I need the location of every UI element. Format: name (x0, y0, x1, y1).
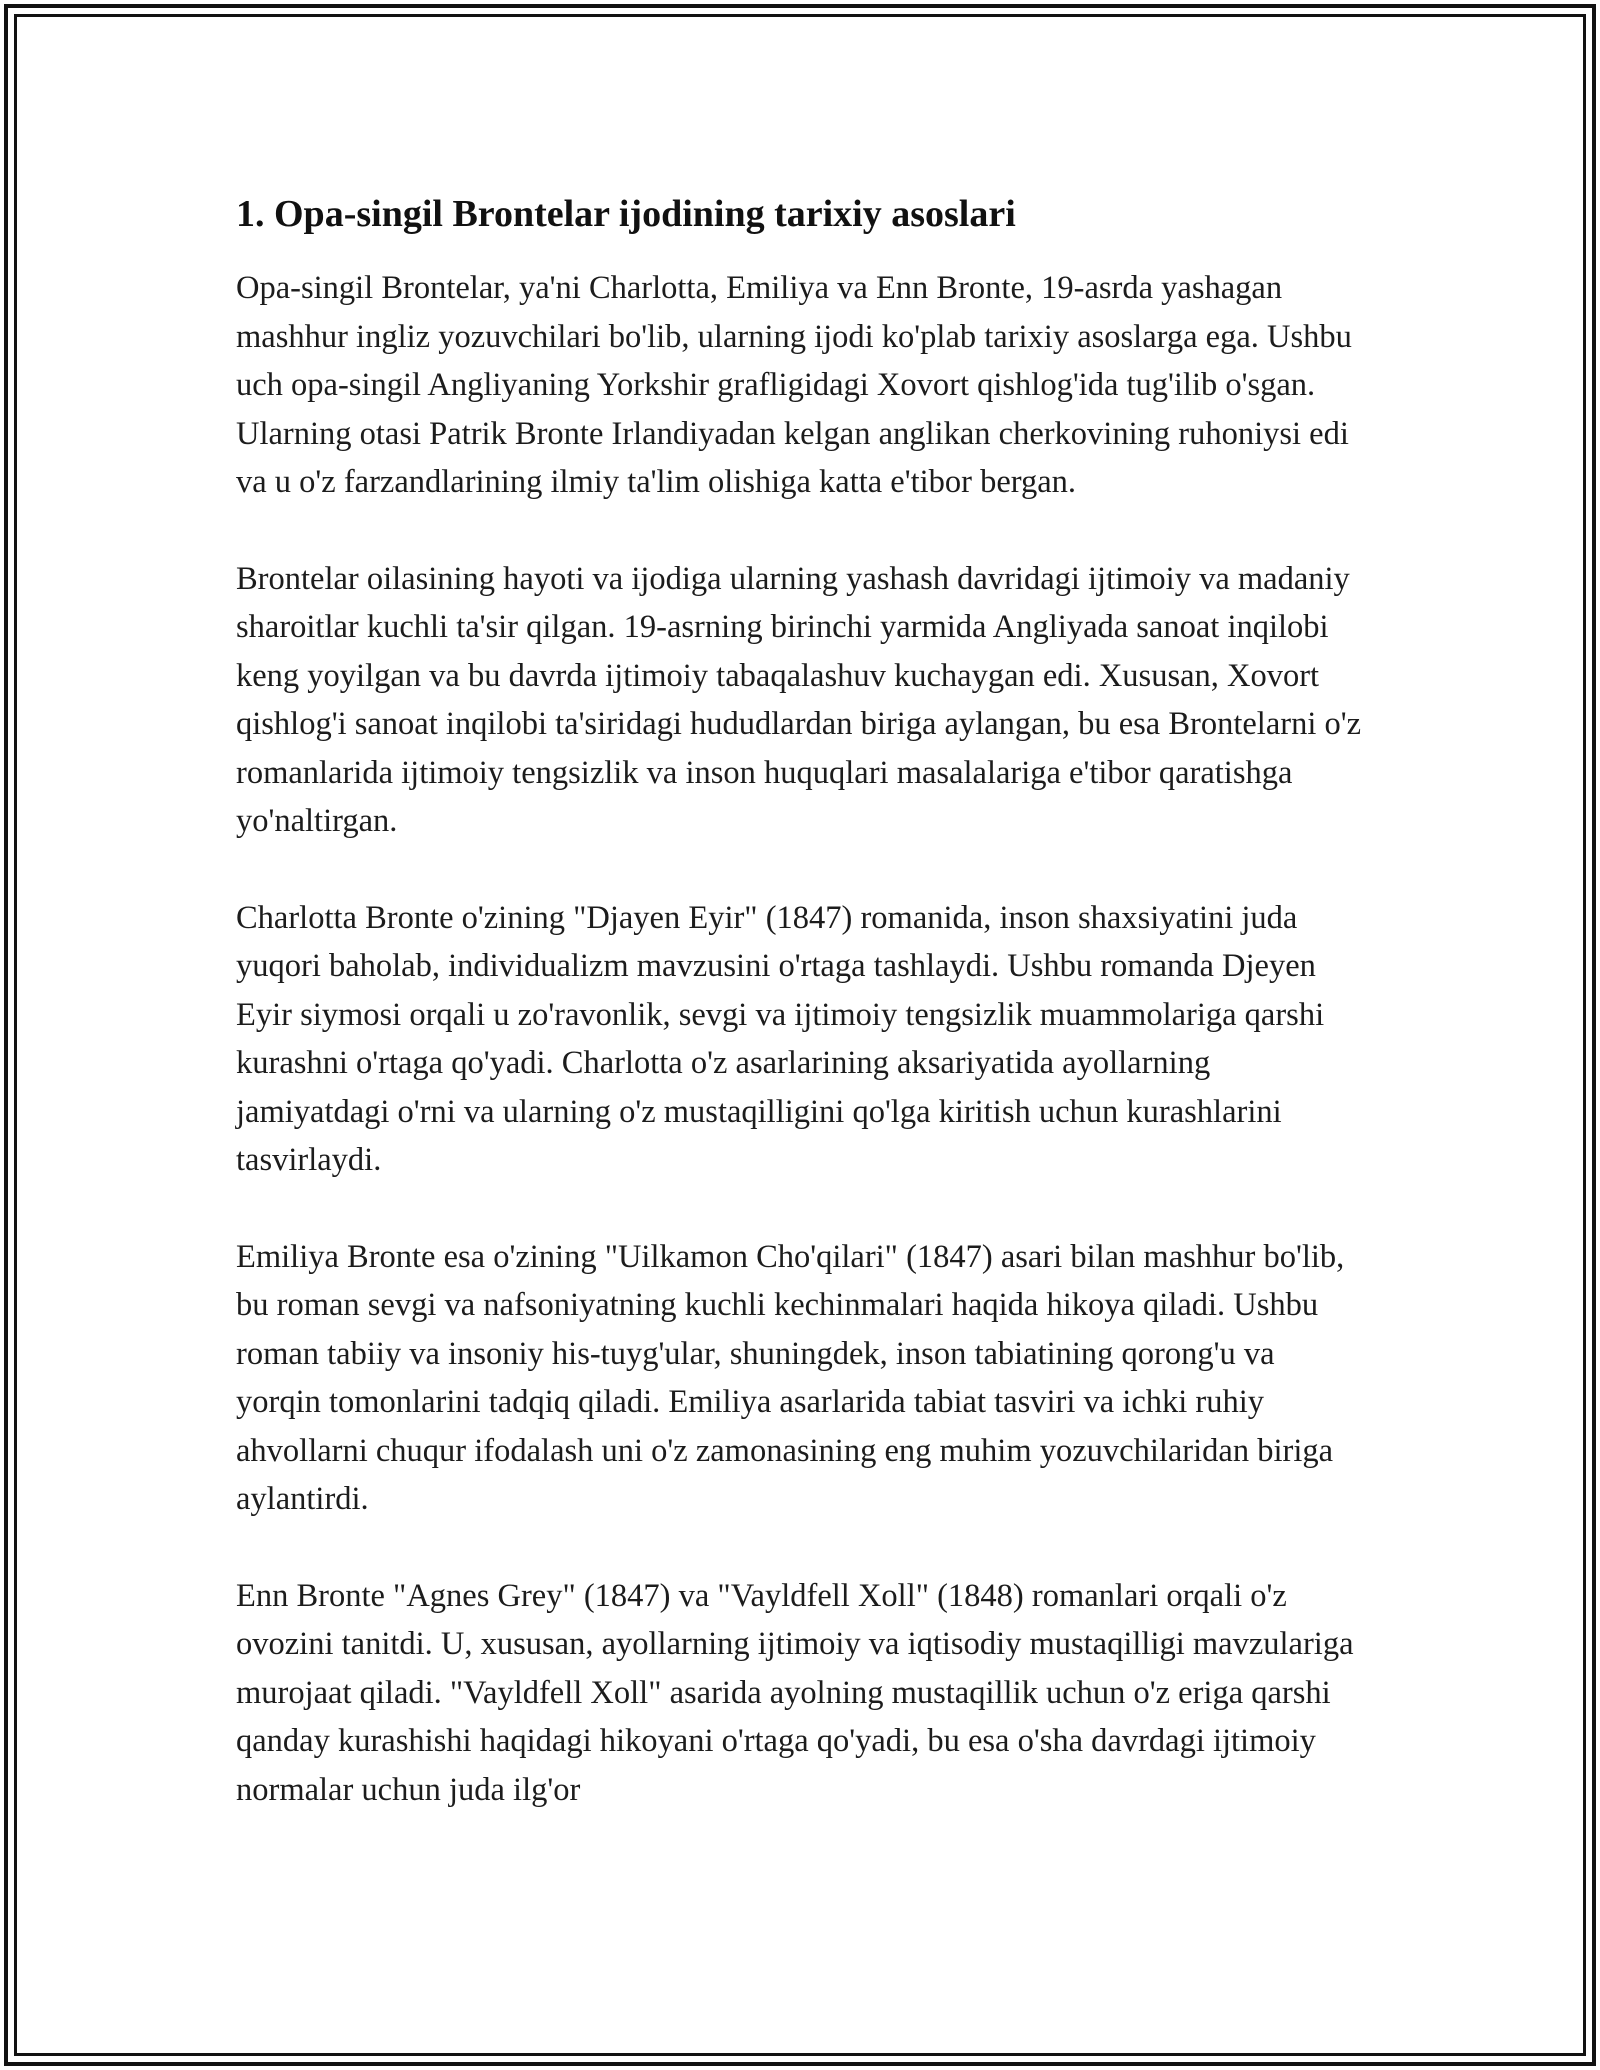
document-body (236, 188, 1366, 1862)
paragraph-emily: Emiliya Bronte esa o'zining "Uilkamon Cho'qilari" (1847) asari bilan mashhur bo'lib, bu roman sevgi va nafsoniyatning kuchli kechinmalari haqida hikoya qiladi. Ushbu roman tabiiy va insoniy his-tuyg'ular, shuningdek, inson tabiatining qorong'u va yorqin tomonlarini tadqiq qiladi. Emiliya asarlarida tabiat tasviri va ichki ruhiy ahvollarni chuqur ifodalash uni o'z zamonasining eng muhim yozuvchilaridan biriga aylantirdi. (236, 1238, 1345, 1517)
section-heading: 1. Opa-singil Brontelar ijodining tarixiy asoslari (236, 193, 1016, 235)
paragraph-social-context: Brontelar oilasining hayoti va ijodiga ularning yashash davridagi ijtimoiy va madaniy sharoitlar kuchli ta'sir qilgan. 19-asrning birinchi yarmida Angliyada sanoat inqilobi keng yoyilgan va bu davrda ijtimoiy tabaqalashuv kuchaygan edi. Xususan, Xovort qishlog'i sanoat inqilobi ta'siridagi hududlardan biriga aylangan, bu esa Brontelarni o'z romanlarida ijtimoiy tengsizlik va inson huquqlari masalalariga e'tibor qaratishga yo'naltirgan. (236, 560, 1362, 839)
paragraph-anne: Enn Bronte "Agnes Grey" (1847) va "Vayldfell Xoll" (1848) romanlari orqali o'z ovozini tanitdi. U, xususan, ayollarning ijtimoiy va iqtisodiy mustaqilligi mavzulariga murojaat qiladi. "Vayldfell Xoll" asarida ayolning mustaqillik uchun o'z eriga qarshi qanday kurashishi haqidagi hikoyani o'rtaga qo'yadi, bu esa o'sha davrdagi ijtimoiy normalar uchun juda ilg'or (236, 1577, 1354, 1808)
paragraph-charlotte: Charlotta Bronte o'zining "Djayen Eyir" (1847) romanida, inson shaxsiyatini juda yuqori baholab, individualizm mavzusini o'rtaga tashlaydi. Ushbu romanda Djeyen Eyir siymosi orqali u zo'ravonlik, sevgi va ijtimoiy tengsizlik muammolariga qarshi kurashni o'rtaga qo'yadi. Charlotta o'z asarlarining aksariyatida ayollarning jamiyatdagi o'rni va ularning o'z mustaqilligini qo'lga kiritish uchun kurashlarini tasvirlaydi. (236, 899, 1325, 1178)
paragraph-family-background: Opa-singil Brontelar, ya'ni Charlotta, Emiliya va Enn Bronte, 19-asrda yashagan mashhur ingliz yozuvchilari bo'lib, ularning ijodi ko'plab tarixiy asoslarga ega. Ushbu uch opa-singil Angliyaning Yorkshir grafligidagi Xovort qishlog'ida tug'ilib o'sgan. Ularning otasi Patrik Bronte Irlandiyadan kelgan anglikan cherkovining ruhoniysi edi va u o'z farzandlarining ilmiy ta'lim olishiga katta e'tibor bergan. (236, 270, 1352, 500)
